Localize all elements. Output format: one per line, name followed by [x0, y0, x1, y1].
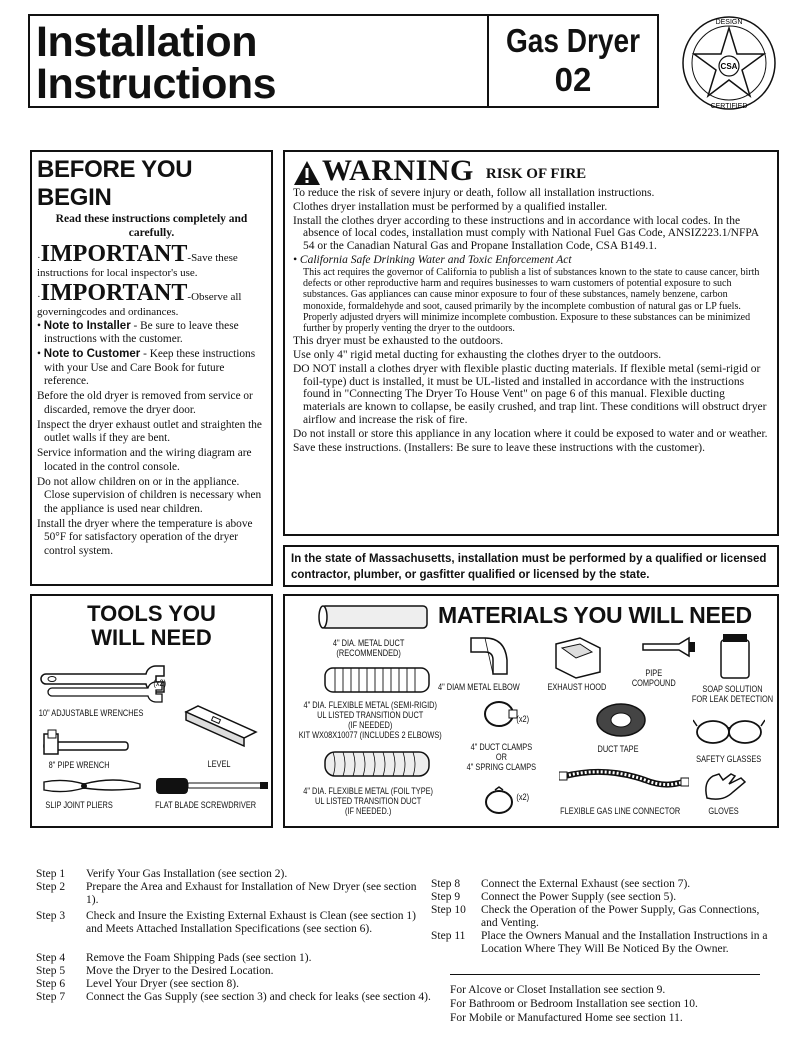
metal-elbow-icon — [465, 632, 515, 680]
title-box — [28, 14, 489, 108]
step-number: Step 7 — [36, 991, 66, 1003]
before-item: Service information and the wiring diagram are located in the control console. — [37, 447, 252, 473]
before-item: Install the dryer where the temperature is above 50°F for satisfactory operation of the dryer control system. — [37, 517, 253, 557]
warning-item: Clothes dryer installation must be performed by a qualified installer. — [293, 200, 608, 213]
screwdriver-icon — [152, 772, 272, 800]
massachusetts-notice — [283, 545, 779, 587]
step-text: Place the Owners Manual and the Installation Instructions in a Location Where They Will Be Noticed By the Owner. — [481, 930, 768, 955]
step-number: Step 10 — [431, 904, 466, 916]
screwdriver-label: FLAT BLADE SCREWDRIVER — [155, 800, 257, 810]
step-number: Step 4 — [36, 952, 66, 964]
materials-box — [283, 594, 779, 828]
warning-item: Use only 4" rigid metal ducting for exhausting the clothes dryer to the outdoors. — [293, 349, 662, 361]
step-text: Connect the Gas Supply (see section 3) and check for leaks (see section 4). — [86, 991, 431, 1003]
clamp-qty: (x2) — [516, 714, 530, 724]
exhaust-hood-label: EXHAUST HOOD — [547, 682, 607, 692]
warning-item: Install the clothes dryer according to these instructions and in accordance with local codes. In the absence of local codes, installation must comply with National Fuel Gas Code, ANSIZ223.1/NFPA 54 or the Canadian Natural Gas and Propane Installation Code, CSA B149.1. — [293, 214, 759, 253]
step-text: Check and Insure the Existing External Exhaust is Clean (see section 1) and Meets Attached Installation Specifications (see section 6). — [86, 910, 416, 935]
model-name: Gas Dryer — [505, 22, 641, 59]
massachusetts-text: In the state of Massachusetts, installation must be performed by a qualified or licensed contractor, plumber, or gasfitter qualified or licensed by the state. — [291, 553, 767, 581]
warning-item: Do not install or store this appliance in any location where it could be exposed to water and or weather. — [293, 427, 768, 440]
pipe-wrench-label: 8" PIPE WRENCH — [48, 760, 110, 770]
step-item — [431, 891, 776, 904]
level-icon — [182, 702, 262, 752]
step-number: Step 9 — [431, 891, 461, 903]
step-text: Remove the Foam Shipping Pads (see section 1). — [86, 952, 312, 964]
gas-connector-label: FLEXIBLE GAS LINE CONNECTOR — [560, 806, 681, 816]
step-number: Step 5 — [36, 965, 66, 977]
soap-solution-label: SOAP SOLUTION FOR LEAK DETECTION — [691, 684, 774, 704]
title-line-2: Instructions — [36, 60, 277, 108]
spring-clamp-qty: (x2) — [516, 792, 530, 802]
seal-top-text: DESIGN — [715, 19, 743, 26]
model-box — [487, 14, 659, 108]
step-number: Step 11 — [431, 930, 466, 942]
foil-duct-icon — [319, 746, 439, 782]
pipe-wrench-icon — [40, 726, 140, 762]
gloves-label: GLOVES — [708, 806, 739, 816]
before-item: Before the old dryer is removed from service or discarded, remove the dryer door. — [37, 390, 253, 416]
step-text: Check the Operation of the Power Supply, Gas Connections, and Venting. — [481, 904, 760, 929]
note-mobile-home: For Mobile or Manufactured Home see section 11. — [450, 1012, 683, 1024]
seal-bottom-text: CERTIFIED — [710, 103, 748, 110]
step-number: Step 8 — [431, 878, 461, 890]
important-save: ·IMPORTANT-Save these instructions for local inspector's use. — [37, 241, 238, 279]
model-number: 02 — [554, 61, 592, 98]
duct-tape-label: DUCT TAPE — [597, 744, 639, 754]
step-number: Step 1 — [36, 868, 66, 880]
tools-heading: TOOLS YOU WILL NEED — [87, 601, 216, 650]
gloves-icon — [701, 770, 751, 804]
step-text: Prepare the Area and Exhaust for Installation of New Dryer (see section 1). — [86, 881, 417, 906]
step-item — [36, 978, 431, 991]
step-number: Step 6 — [36, 978, 66, 990]
duct-tape-icon — [593, 700, 649, 740]
exhaust-hood-icon — [550, 634, 606, 680]
tools-box — [30, 594, 273, 828]
semi-rigid-duct-label: 4" DIA. FLEXIBLE METAL (SEMI-RIGID) UL LISTED TRANSITION DUCT (IF NEEDED) KIT WX08X10077 (INCLUDES 2 ELBOWS) — [298, 700, 442, 740]
pliers-icon — [42, 774, 142, 798]
before-item: Do not allow children on or in the appliance. Close supervision of children is necessary when the appliance is used near children. — [37, 475, 262, 515]
wrenches-label: 10" ADJUSTABLE WRENCHES — [38, 708, 144, 718]
step-text: Connect the External Exhaust (see section 7). — [481, 878, 691, 890]
design-certified-seal — [680, 14, 778, 112]
step-item — [36, 910, 431, 936]
duct-clamp-icon — [481, 698, 521, 730]
warning-item: To reduce the risk of severe injury or death, follow all installation instructions. — [293, 187, 655, 199]
wrench-qty: (x2) — [153, 678, 167, 688]
pipe-compound-label: PIPE COMPOUND — [631, 668, 676, 688]
warning-item: Save these instructions. (Installers: Be sure to leave these instructions with the customer). — [293, 441, 705, 454]
before-you-begin-box — [30, 150, 273, 586]
adjustable-wrench-icon — [40, 664, 170, 704]
semi-rigid-duct-icon — [319, 662, 439, 698]
warning-word: WARNING — [322, 154, 474, 187]
step-item — [36, 881, 431, 907]
soap-solution-icon — [715, 630, 755, 682]
elbow-label: 4" DIAM METAL ELBOW — [437, 682, 520, 692]
warning-header — [293, 154, 769, 186]
note-alcove: For Alcove or Closet Installation see section 9. — [450, 984, 666, 996]
important-word: IMPORTANT — [40, 280, 188, 306]
title-line-1: Installation — [36, 18, 257, 66]
step-text: Move the Dryer to the Desired Location. — [86, 965, 274, 977]
materials-heading: MATERIALS YOU WILL NEED — [438, 602, 752, 628]
important-observe: ·IMPORTANT-Observe all governingcodes and ordinances. — [37, 280, 242, 318]
note-bathroom: For Bathroom or Bedroom Installation see section 10. — [450, 998, 698, 1010]
california-act-text: This act requires the governor of California to publish a list of substances known to the state to cause cancer, birth defects or other reproductive harm and requires businesses to warn customers of potential exposure to such substances. Gas appliances can cause minor exposure to four of these substances, namely benzene, carbon monoxide, formaldehyde and soot, caused primarily by the incomplete combustion of natural gas or LP fuels. Properly adjusted dryers will minimize incomplete combustion. Exposure to these substances can be minimized further by properly venting the dryer to the outdoors. — [303, 266, 760, 334]
step-number: Step 3 — [36, 910, 66, 922]
step-item — [36, 952, 431, 965]
step-text: Connect the Power Supply (see section 5). — [481, 891, 677, 903]
step-item — [36, 991, 431, 1004]
safety-glasses-label: SAFETY GLASSES — [696, 754, 762, 764]
level-label: LEVEL — [207, 759, 231, 769]
warning-box — [283, 150, 779, 536]
step-item — [36, 965, 431, 978]
gas-connector-icon — [559, 766, 689, 796]
pipe-compound-icon — [639, 632, 699, 662]
step-item — [36, 868, 431, 881]
step-item — [431, 904, 776, 930]
clamps-label: 4" DUCT CLAMPS OR 4" SPRING CLAMPS — [466, 742, 537, 772]
spring-clamp-icon — [481, 786, 521, 816]
step-text: Level Your Dryer (see section 8). — [86, 978, 239, 990]
warning-item: DO NOT install a clothes dryer with flexible plastic ducting materials. If flexible metal (semi-rigid or foil-type) duct is installed, it must be UL-listed and installed in accordance with the instructions found in "Connecting The Dryer To House Vent" on page 6 of this manual. Flexible ducting materials are known to collapse, be easily crushed, and trap lint. These conditions will obstruct dryer airflow and increase the risk of fire. — [293, 362, 767, 426]
warning-list-b — [293, 335, 769, 454]
note-to-installer: • Note to Installer - Be sure to leave these instructions with the customer. — [37, 319, 239, 345]
seal-mark: CSA — [720, 62, 738, 71]
note-to-customer: • Note to Customer - Keep these instructions with your Use and Care Book for future reference. — [37, 348, 256, 387]
step-item — [431, 878, 776, 891]
california-act-title: • California Safe Drinking Water and Toxic Enforcement Act — [293, 253, 572, 266]
step-number: Step 2 — [36, 881, 66, 893]
safety-glasses-icon — [693, 714, 765, 748]
risk-of-fire: RISK OF FIRE — [485, 166, 587, 182]
before-heading: BEFORE YOU BEGIN — [37, 156, 193, 211]
foil-duct-label: 4" DIA. FLEXIBLE METAL (FOIL TYPE) UL LISTED TRANSITION DUCT (IF NEEDED.) — [303, 786, 434, 816]
warning-triangle-icon — [293, 160, 321, 186]
before-lead: Read these instructions completely and carefully. — [55, 213, 248, 239]
step-item — [431, 930, 776, 956]
metal-duct-label: 4" DIA. METAL DUCT (RECOMMENDED) — [332, 638, 405, 658]
pliers-label: SLIP JOINT PLIERS — [45, 800, 113, 810]
metal-duct-icon — [315, 600, 435, 634]
before-list — [37, 390, 266, 558]
step-text: Verify Your Gas Installation (see section 2). — [86, 868, 288, 880]
warning-list-a — [293, 187, 769, 253]
warning-item: This dryer must be exhausted to the outdoors. — [293, 335, 504, 348]
important-word: IMPORTANT — [40, 241, 188, 267]
before-item: Inspect the dryer exhaust outlet and straighten the outlet walls if they are bent. — [37, 418, 262, 444]
notes-divider — [450, 974, 760, 975]
